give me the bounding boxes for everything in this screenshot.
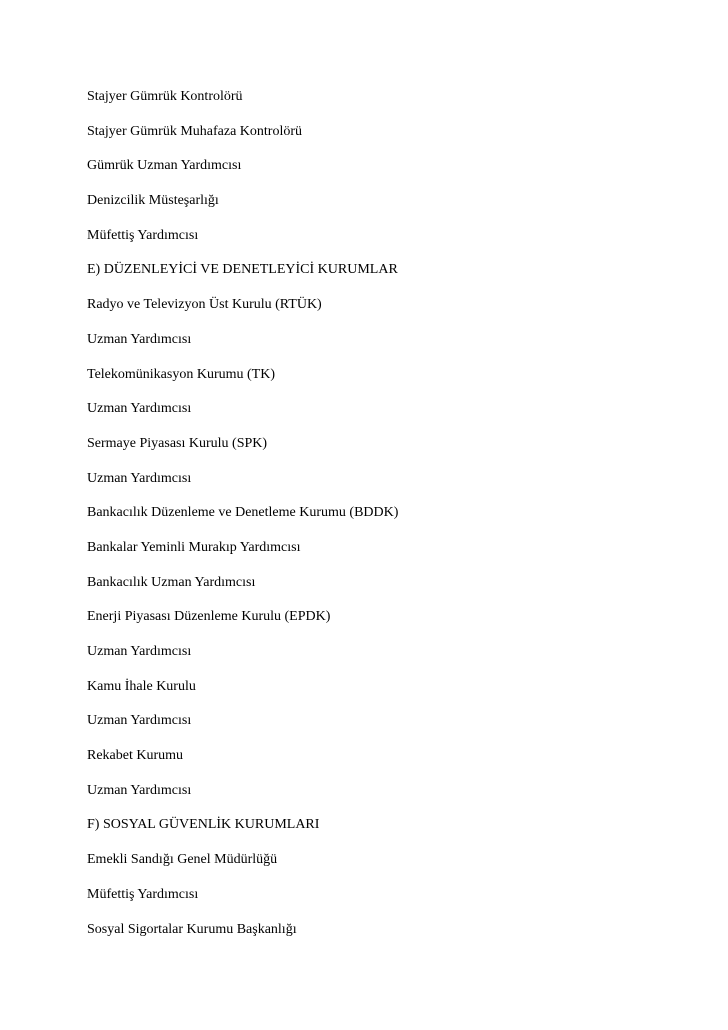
text-line: Gümrük Uzman Yardımcısı [87,158,242,174]
document-text-lines [87,88,398,955]
text-line: Uzman Yardımcısı [87,470,192,486]
text-line: Uzman Yardımcısı [87,331,192,347]
text-line: Müfettiş Yardımcısı [87,227,199,243]
text-line: Telekomünikasyon Kurumu (TK) [87,366,275,382]
section-heading: F) SOSYAL GÜVENLİK KURUMLARI [87,817,320,833]
text-line: Müfettiş Yardımcısı [87,886,199,902]
text-line: Uzman Yardımcısı [87,782,192,798]
text-line: Kamu İhale Kurulu [87,678,196,694]
text-line: Bankacılık Düzenleme ve Denetleme Kurumu (BDDK) [87,505,399,521]
text-line: Uzman Yardımcısı [87,401,192,417]
text-line: Bankacılık Uzman Yardımcısı [87,574,256,590]
text-line: Sosyal Sigortalar Kurumu Başkanlığı [87,921,297,937]
text-line: Uzman Yardımcısı [87,644,192,659]
text-line: Enerji Piyasası Düzenleme Kurulu (EPDK) [87,609,331,625]
text-line: Denizcilik Müsteşarlığı [87,193,219,209]
text-line: Stajyer Gümrük Muhafaza Kontrolörü [87,123,302,139]
text-line: Radyo ve Televizyon Üst Kurulu (RTÜK) [87,297,322,313]
text-line: Sermaye Piyasası Kurulu (SPK) [87,435,268,451]
section-heading: E) DÜZENLEYİCİ VE DENETLEYİCİ KURUMLAR [87,262,398,278]
text-line: Bankalar Yeminli Murakıp Yardımcısı [87,539,301,555]
text-line: Emekli Sandığı Genel Müdürlüğü [87,852,278,868]
text-line: Rekabet Kurumu [87,748,184,764]
text-line: Uzman Yardımcısı [87,713,192,729]
text-line: Stajyer Gümrük Kontrolörü [87,89,243,104]
